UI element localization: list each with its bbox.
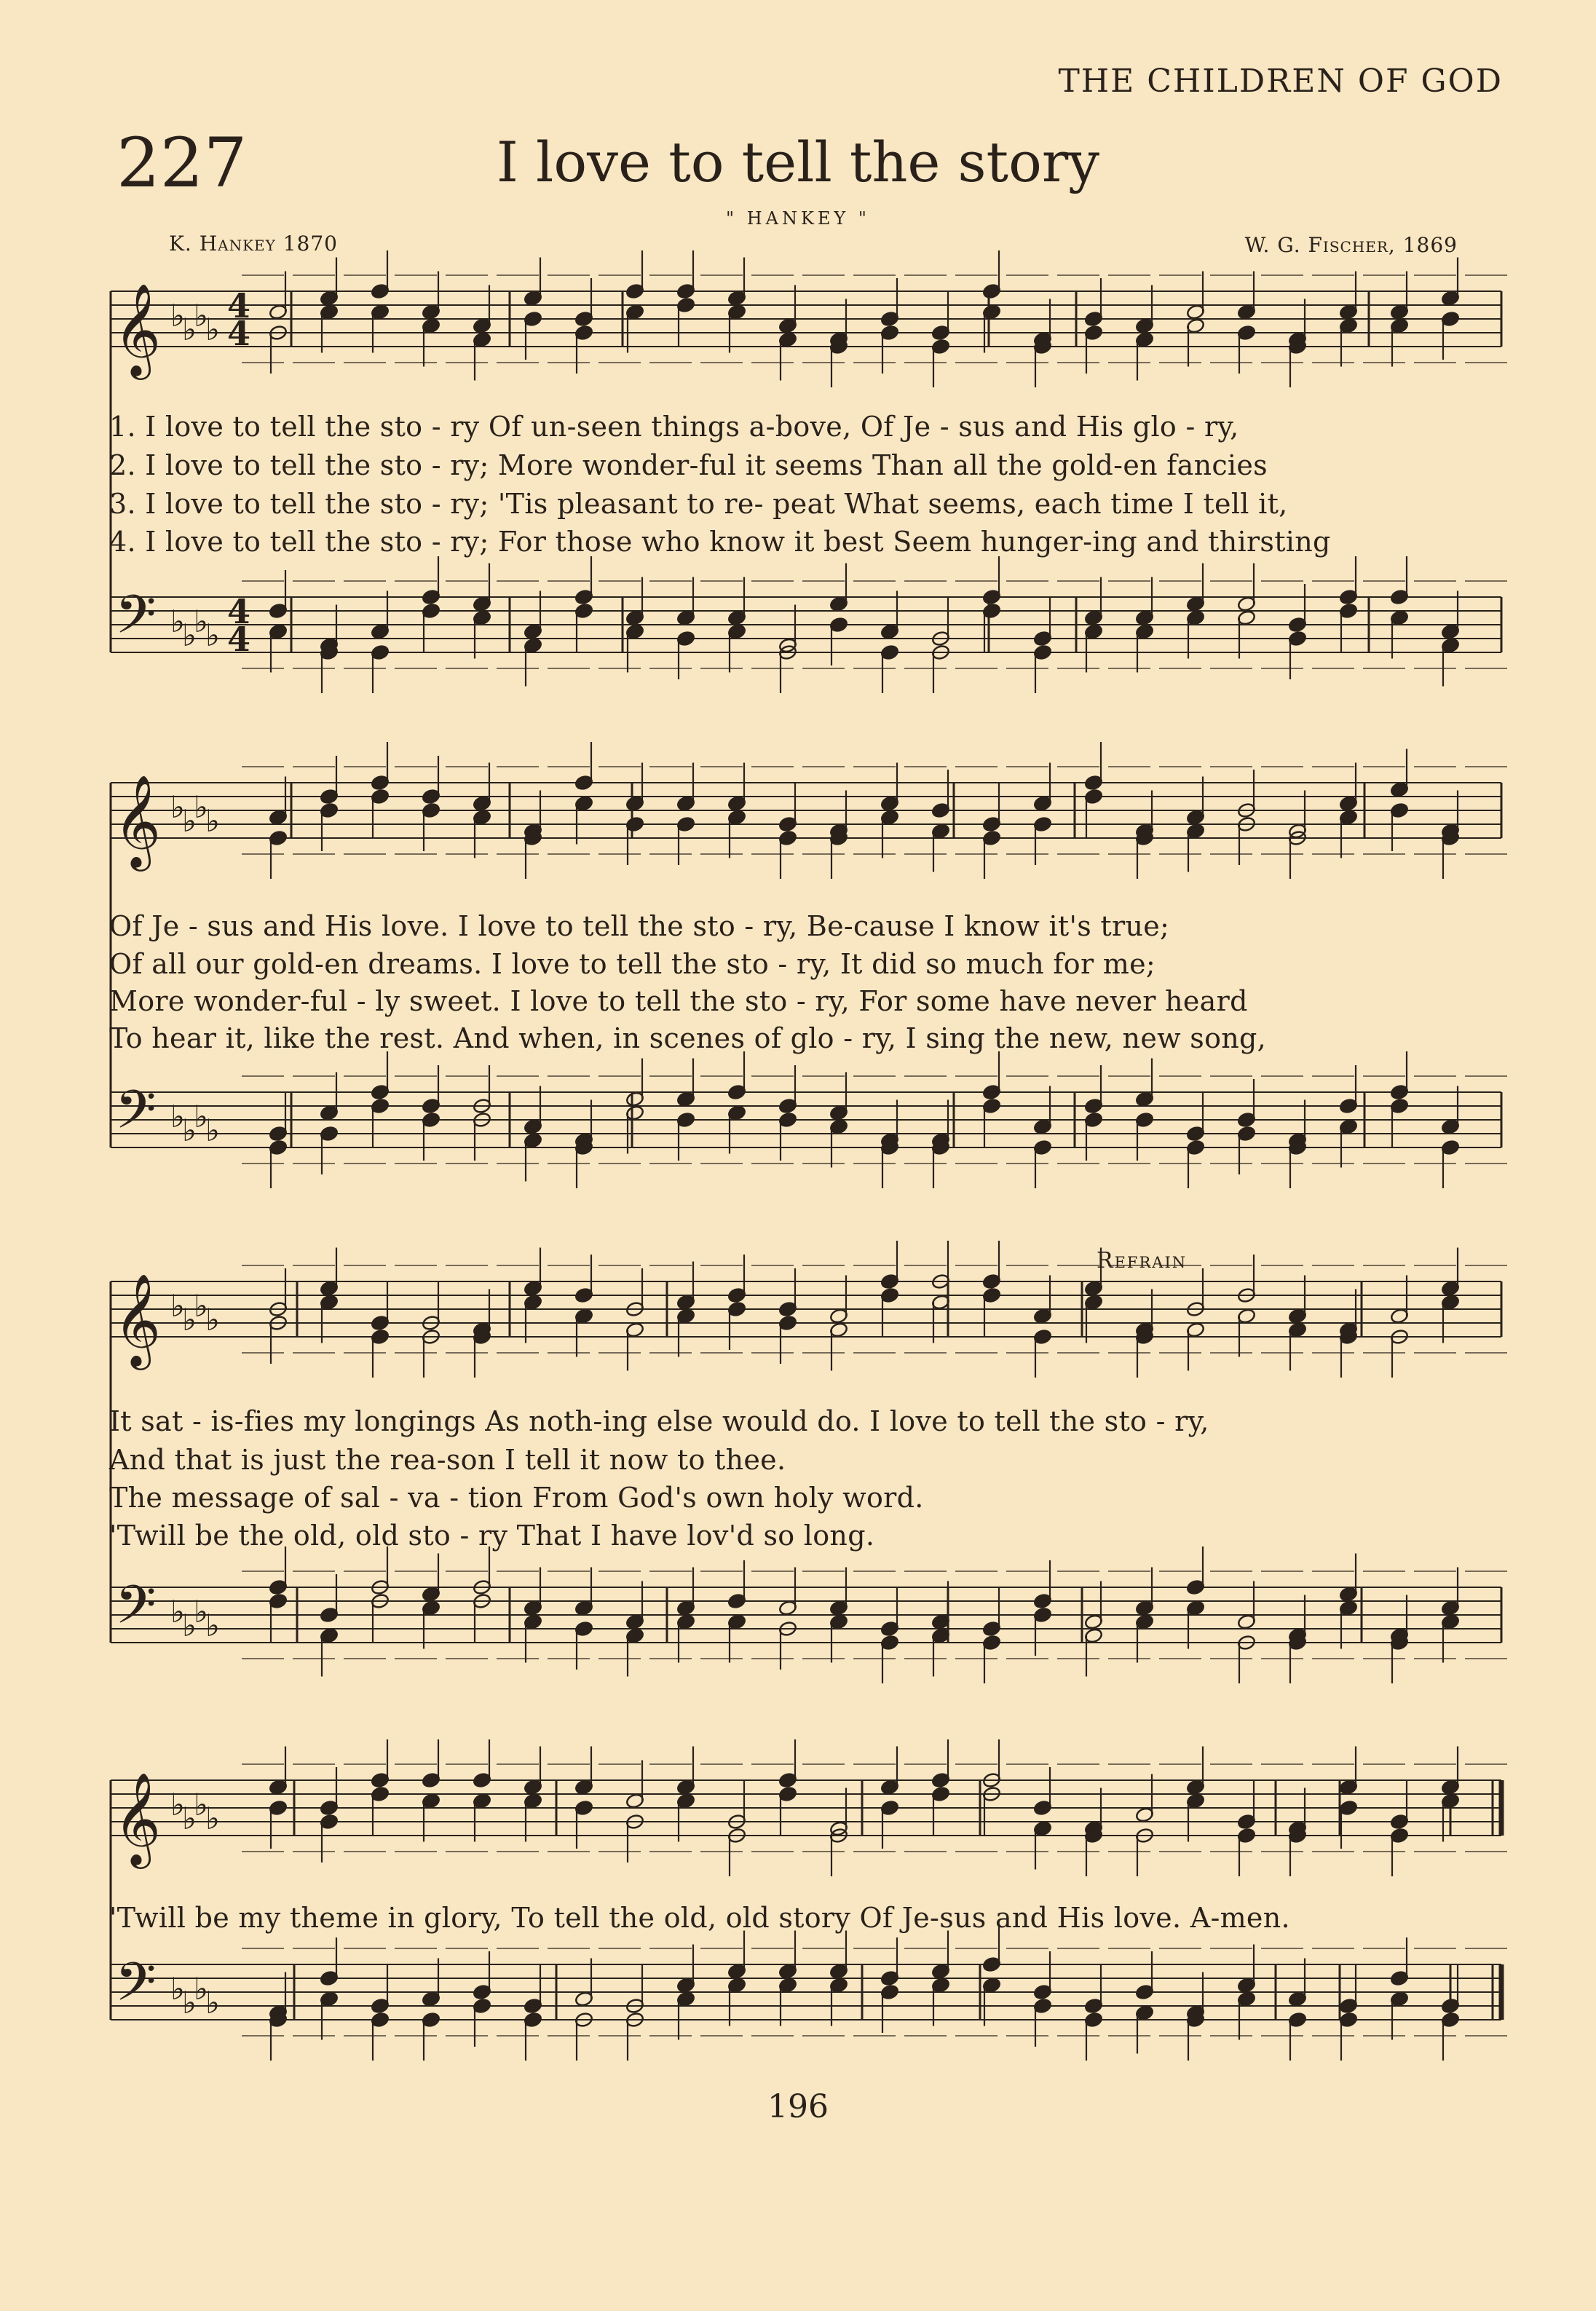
author-credit: K. Hankey 1870 <box>169 232 338 256</box>
flat-icon: ♭ <box>205 617 220 653</box>
bass-clef-icon: 𝄢 <box>115 583 157 658</box>
lyric-line: 'Twill be the old, old sto - ry That I have lov'd so long. <box>109 1520 875 1552</box>
lyric-line: More wonder-ful - ly sweet. I love to tell the sto - ry, For some have never heard <box>109 985 1248 1017</box>
lyric-line: The message of sal - va - tion From God's own holy word. <box>109 1482 924 1514</box>
note-stems <box>271 250 1458 2061</box>
flat-icon: ♭ <box>182 1113 197 1148</box>
bass-clef-icon: 𝄢 <box>115 1951 157 2026</box>
flat-icon: ♭ <box>182 1608 197 1643</box>
hymn-number: 227 <box>116 124 248 203</box>
flat-icon: ♭ <box>182 1801 197 1836</box>
flat-icon: ♭ <box>205 1985 220 2020</box>
lyric-line: 3. I love to tell the sto - ry; 'Tis pleasant to re- peat What seems, each time I tell it, <box>109 488 1288 520</box>
lyric-line: 2. I love to tell the sto - ry; More wonder-ful it seems Than all the gold-en fancies <box>109 449 1268 481</box>
flat-icon: ♭ <box>194 1288 208 1324</box>
flat-icon: ♭ <box>194 1099 208 1134</box>
tune-name: " HANKEY " <box>726 208 870 229</box>
section-header: THE CHILDREN OF GOD <box>1058 63 1503 100</box>
flat-icon: ♭ <box>194 298 208 333</box>
flat-icon: ♭ <box>170 1971 185 2007</box>
flat-icon: ♭ <box>182 312 197 347</box>
flat-icon: ♭ <box>205 312 220 347</box>
flat-icon: ♭ <box>170 1594 185 1629</box>
lyric-line: Of all our gold-en dreams. I love to tell the sto - ry, It did so much for me; <box>109 948 1156 980</box>
flat-icon: ♭ <box>170 298 185 333</box>
time-signature: 4 <box>227 620 251 659</box>
bass-clef-icon: 𝄢 <box>115 1078 157 1153</box>
lyric-line: And that is just the rea-son I tell it now to thee. <box>109 1444 786 1476</box>
lyric-line: 'Twill be my theme in glory, To tell the old, old story Of Je-sus and His love. A-men. <box>109 1902 1290 1934</box>
flat-icon: ♭ <box>170 1288 185 1324</box>
flat-icon: ♭ <box>194 1971 208 2007</box>
hymn-title: I love to tell the story <box>496 130 1100 194</box>
composer-credit: W. G. Fischer, 1869 <box>1244 233 1458 257</box>
time-signature: 4 <box>227 286 251 325</box>
time-signature: 4 <box>227 592 251 631</box>
flat-icon: ♭ <box>170 604 185 639</box>
treble-clef-icon: 𝄞 <box>114 283 162 376</box>
flat-icon: ♭ <box>170 789 185 825</box>
flat-icon: ♭ <box>182 1985 197 2020</box>
lyric-line: To hear it, like the rest. And when, in scenes of glo - ry, I sing the new, new song, <box>109 1022 1267 1054</box>
time-signature: 4 <box>227 314 251 353</box>
flat-icon: ♭ <box>194 789 208 825</box>
flat-icon: ♭ <box>205 1302 220 1338</box>
flat-icon: ♭ <box>194 1594 208 1629</box>
flat-icon: ♭ <box>194 604 208 639</box>
lyric-line: Of Je - sus and His love. I love to tell the sto - ry, Be-cause I know it's true; <box>109 910 1170 942</box>
flat-icon: ♭ <box>182 1302 197 1338</box>
flat-icon: ♭ <box>205 1113 220 1148</box>
flat-icon: ♭ <box>182 803 197 839</box>
flat-icon: ♭ <box>182 617 197 653</box>
bass-clef-icon: 𝄢 <box>115 1573 157 1648</box>
flat-icon: ♭ <box>205 1608 220 1643</box>
flat-icon: ♭ <box>194 1787 208 1822</box>
page-number: 196 <box>767 2088 829 2125</box>
treble-clef-icon: 𝄞 <box>114 1273 162 1366</box>
flat-icon: ♭ <box>205 1801 220 1836</box>
refrain-label: Refrain <box>1097 1248 1188 1273</box>
flat-icon: ♭ <box>170 1099 185 1134</box>
treble-clef-icon: 𝄞 <box>114 774 162 867</box>
lyric-line: 1. I love to tell the sto - ry Of un-seen things a-bove, Of Je - sus and His glo - ry, <box>109 411 1239 443</box>
lyric-line: It sat - is-fies my longings As noth-ing else would do. I love to tell the sto - ry, <box>109 1405 1209 1437</box>
flat-icon: ♭ <box>170 1787 185 1822</box>
flat-icon: ♭ <box>205 803 220 839</box>
treble-clef-icon: 𝄞 <box>114 1771 162 1865</box>
lyric-line: 4. I love to tell the sto - ry; For those who know it best Seem hunger-ing and thirsting <box>109 526 1331 558</box>
